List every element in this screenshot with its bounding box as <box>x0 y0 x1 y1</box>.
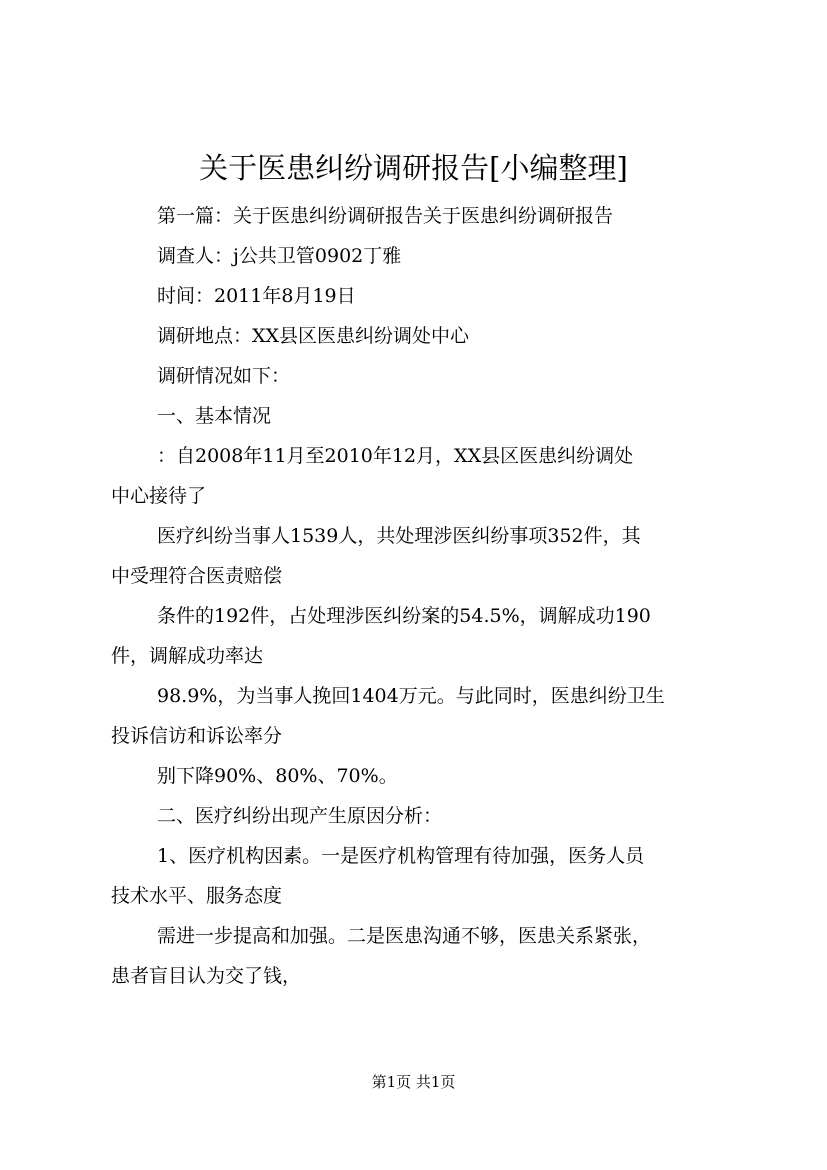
paragraph-line: 调研地点：XX县区医患纠纷调处中心 <box>157 325 470 347</box>
paragraph-line: 患者盲目认为交了钱， <box>111 965 302 987</box>
paragraph-line: 条件的192件，占处理涉医纠纷案的54.5%，调解成功190 <box>157 605 651 627</box>
paragraph-line: 医疗纠纷当事人1539人，共处理涉医纠纷事项352件，其 <box>157 525 641 547</box>
paragraph-line: 技术水平、服务态度 <box>111 885 283 907</box>
paragraph-line: 调研情况如下： <box>157 365 291 387</box>
paragraph-line: 二、医疗纠纷出现产生原因分析： <box>157 805 443 827</box>
paragraph-line: 别下降90%、80%、70%。 <box>157 765 398 787</box>
paragraph-line: 投诉信访和诉讼率分 <box>111 725 283 747</box>
paragraph-line: 中受理符合医责赔偿 <box>111 565 283 587</box>
paragraph-line: 调查人：j公共卫管0902丁雅 <box>157 245 402 267</box>
paragraph-line: 98.9%，为当事人挽回1404万元。与此同时，医患纠纷卫生 <box>157 685 665 707</box>
paragraph-line: ：自2008年11月至2010年12月，XX县区医患纠纷调处 <box>157 445 634 467</box>
document-body <box>111 196 731 996</box>
page-number-footer: 第1页 共1页 <box>371 1073 456 1091</box>
paragraph-line: 中心接待了 <box>111 485 207 507</box>
paragraph-line: 第一篇：关于医患纠纷调研报告关于医患纠纷调研报告 <box>157 205 614 227</box>
paragraph-line: 1、医疗机构因素。一是医疗机构管理有待加强，医务人员 <box>157 845 645 867</box>
paragraph-line: 时间：2011年8月19日 <box>157 285 356 307</box>
paragraph-line: 需进一步提高和加强。二是医患沟通不够，医患关系紧张， <box>157 925 652 947</box>
document-title: 关于医患纠纷调研报告[小编整理] <box>199 151 628 185</box>
paragraph-line: 一、基本情况 <box>157 405 272 427</box>
paragraph-line: 件，调解成功率达 <box>111 645 264 667</box>
